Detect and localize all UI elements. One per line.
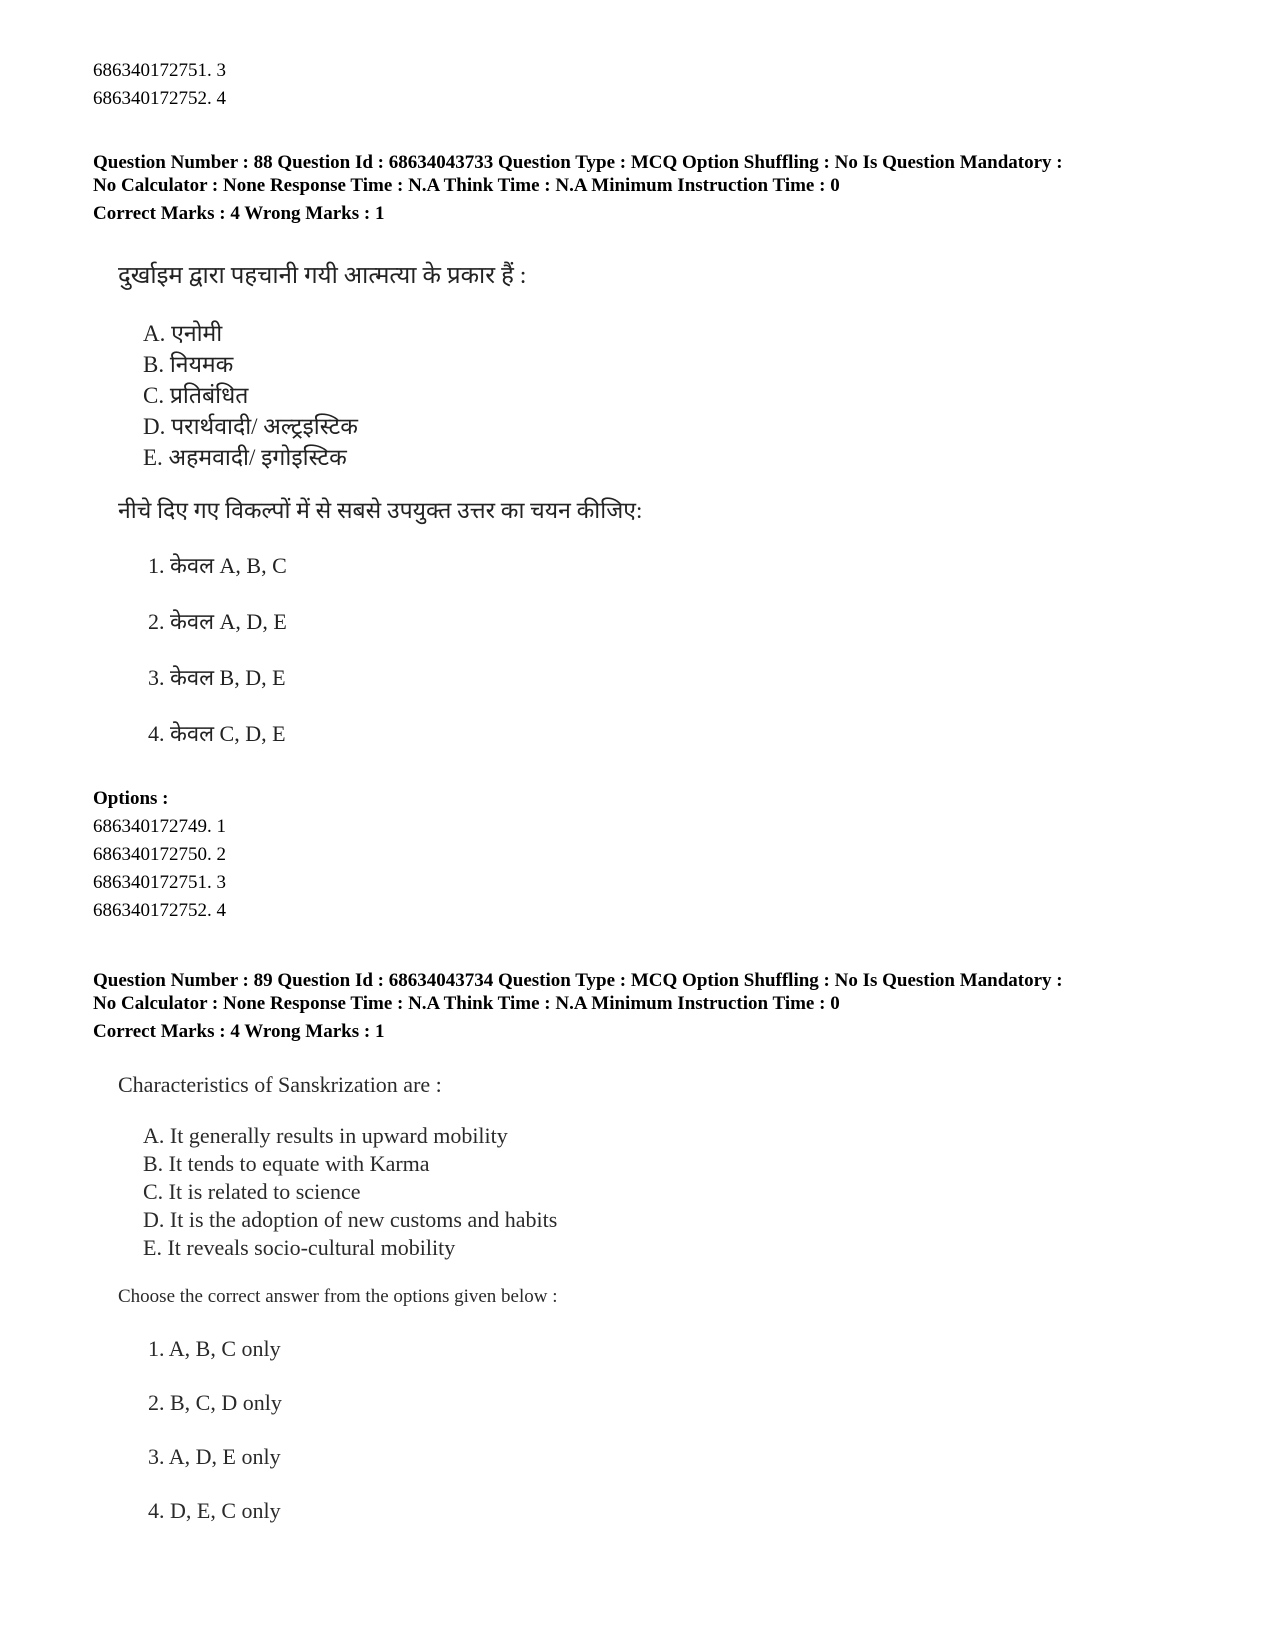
q89-item-b: B. It tends to equate with Karma <box>143 1151 430 1176</box>
q88-stem: दुर्खाइम द्वारा पहचानी गयी आत्मत्या के प्रकार हैं : <box>118 263 527 289</box>
q89-meta-line-2: No Calculator : None Response Time : N.A Think Time : N.A Minimum Instruction Time : 0 <box>93 993 840 1014</box>
q88-option-1: 686340172749. 1 <box>93 816 226 837</box>
q89-stem: Characteristics of Sanskrization are : <box>118 1072 442 1097</box>
q88-item-b: B. नियमक <box>143 352 234 377</box>
q89-item-c: C. It is related to science <box>143 1179 361 1204</box>
q89-item-a: A. It generally results in upward mobility <box>143 1123 508 1148</box>
q88-options-label: Options : <box>93 788 169 809</box>
q88-option-3: 686340172751. 3 <box>93 872 226 893</box>
q89-instruction: Choose the correct answer from the options given below : <box>118 1286 558 1307</box>
q88-item-e: E. अहमवादी/ इगोइस्टिक <box>143 445 347 470</box>
q88-meta-line-2: No Calculator : None Response Time : N.A Think Time : N.A Minimum Instruction Time : 0 <box>93 175 840 196</box>
q89-item-d: D. It is the adoption of new customs and habits <box>143 1207 558 1232</box>
q88-option-2: 686340172750. 2 <box>93 844 226 865</box>
q88-choice-1: 1. केवल A, B, C <box>148 553 287 578</box>
q89-item-e: E. It reveals socio-cultural mobility <box>143 1235 456 1260</box>
q88-marks: Correct Marks : 4 Wrong Marks : 1 <box>93 203 385 224</box>
q89-choice-1: 1. A, B, C only <box>148 1336 281 1361</box>
q88-choice-4: 4. केवल C, D, E <box>148 721 286 746</box>
q88-meta-line-1: Question Number : 88 Question Id : 68634043733 Question Type : MCQ Option Shuffling : No Is Question Mandatory : <box>93 152 1063 173</box>
q88-option-4: 686340172752. 4 <box>93 900 226 921</box>
q88-choice-2: 2. केवल A, D, E <box>148 609 287 634</box>
prev-option-3: 686340172751. 3 <box>93 60 226 81</box>
q88-item-d: D. परार्थवादी/ अल्ट्रइस्टिक <box>143 414 358 439</box>
q89-meta-line-1: Question Number : 89 Question Id : 68634043734 Question Type : MCQ Option Shuffling : No Is Question Mandatory : <box>93 970 1063 991</box>
q89-choice-4: 4. D, E, C only <box>148 1498 281 1523</box>
q88-item-c: C. प्रतिबंधित <box>143 383 249 408</box>
q88-item-a: A. एनोमी <box>143 321 223 346</box>
q88-instruction: नीचे दिए गए विकल्पों में से सबसे उपयुक्त उत्तर का चयन कीजिए: <box>118 498 643 523</box>
q89-marks: Correct Marks : 4 Wrong Marks : 1 <box>93 1021 385 1042</box>
q88-choice-3: 3. केवल B, D, E <box>148 665 286 690</box>
q89-choice-3: 3. A, D, E only <box>148 1444 281 1469</box>
prev-option-4: 686340172752. 4 <box>93 88 226 109</box>
q89-choice-2: 2. B, C, D only <box>148 1390 282 1415</box>
